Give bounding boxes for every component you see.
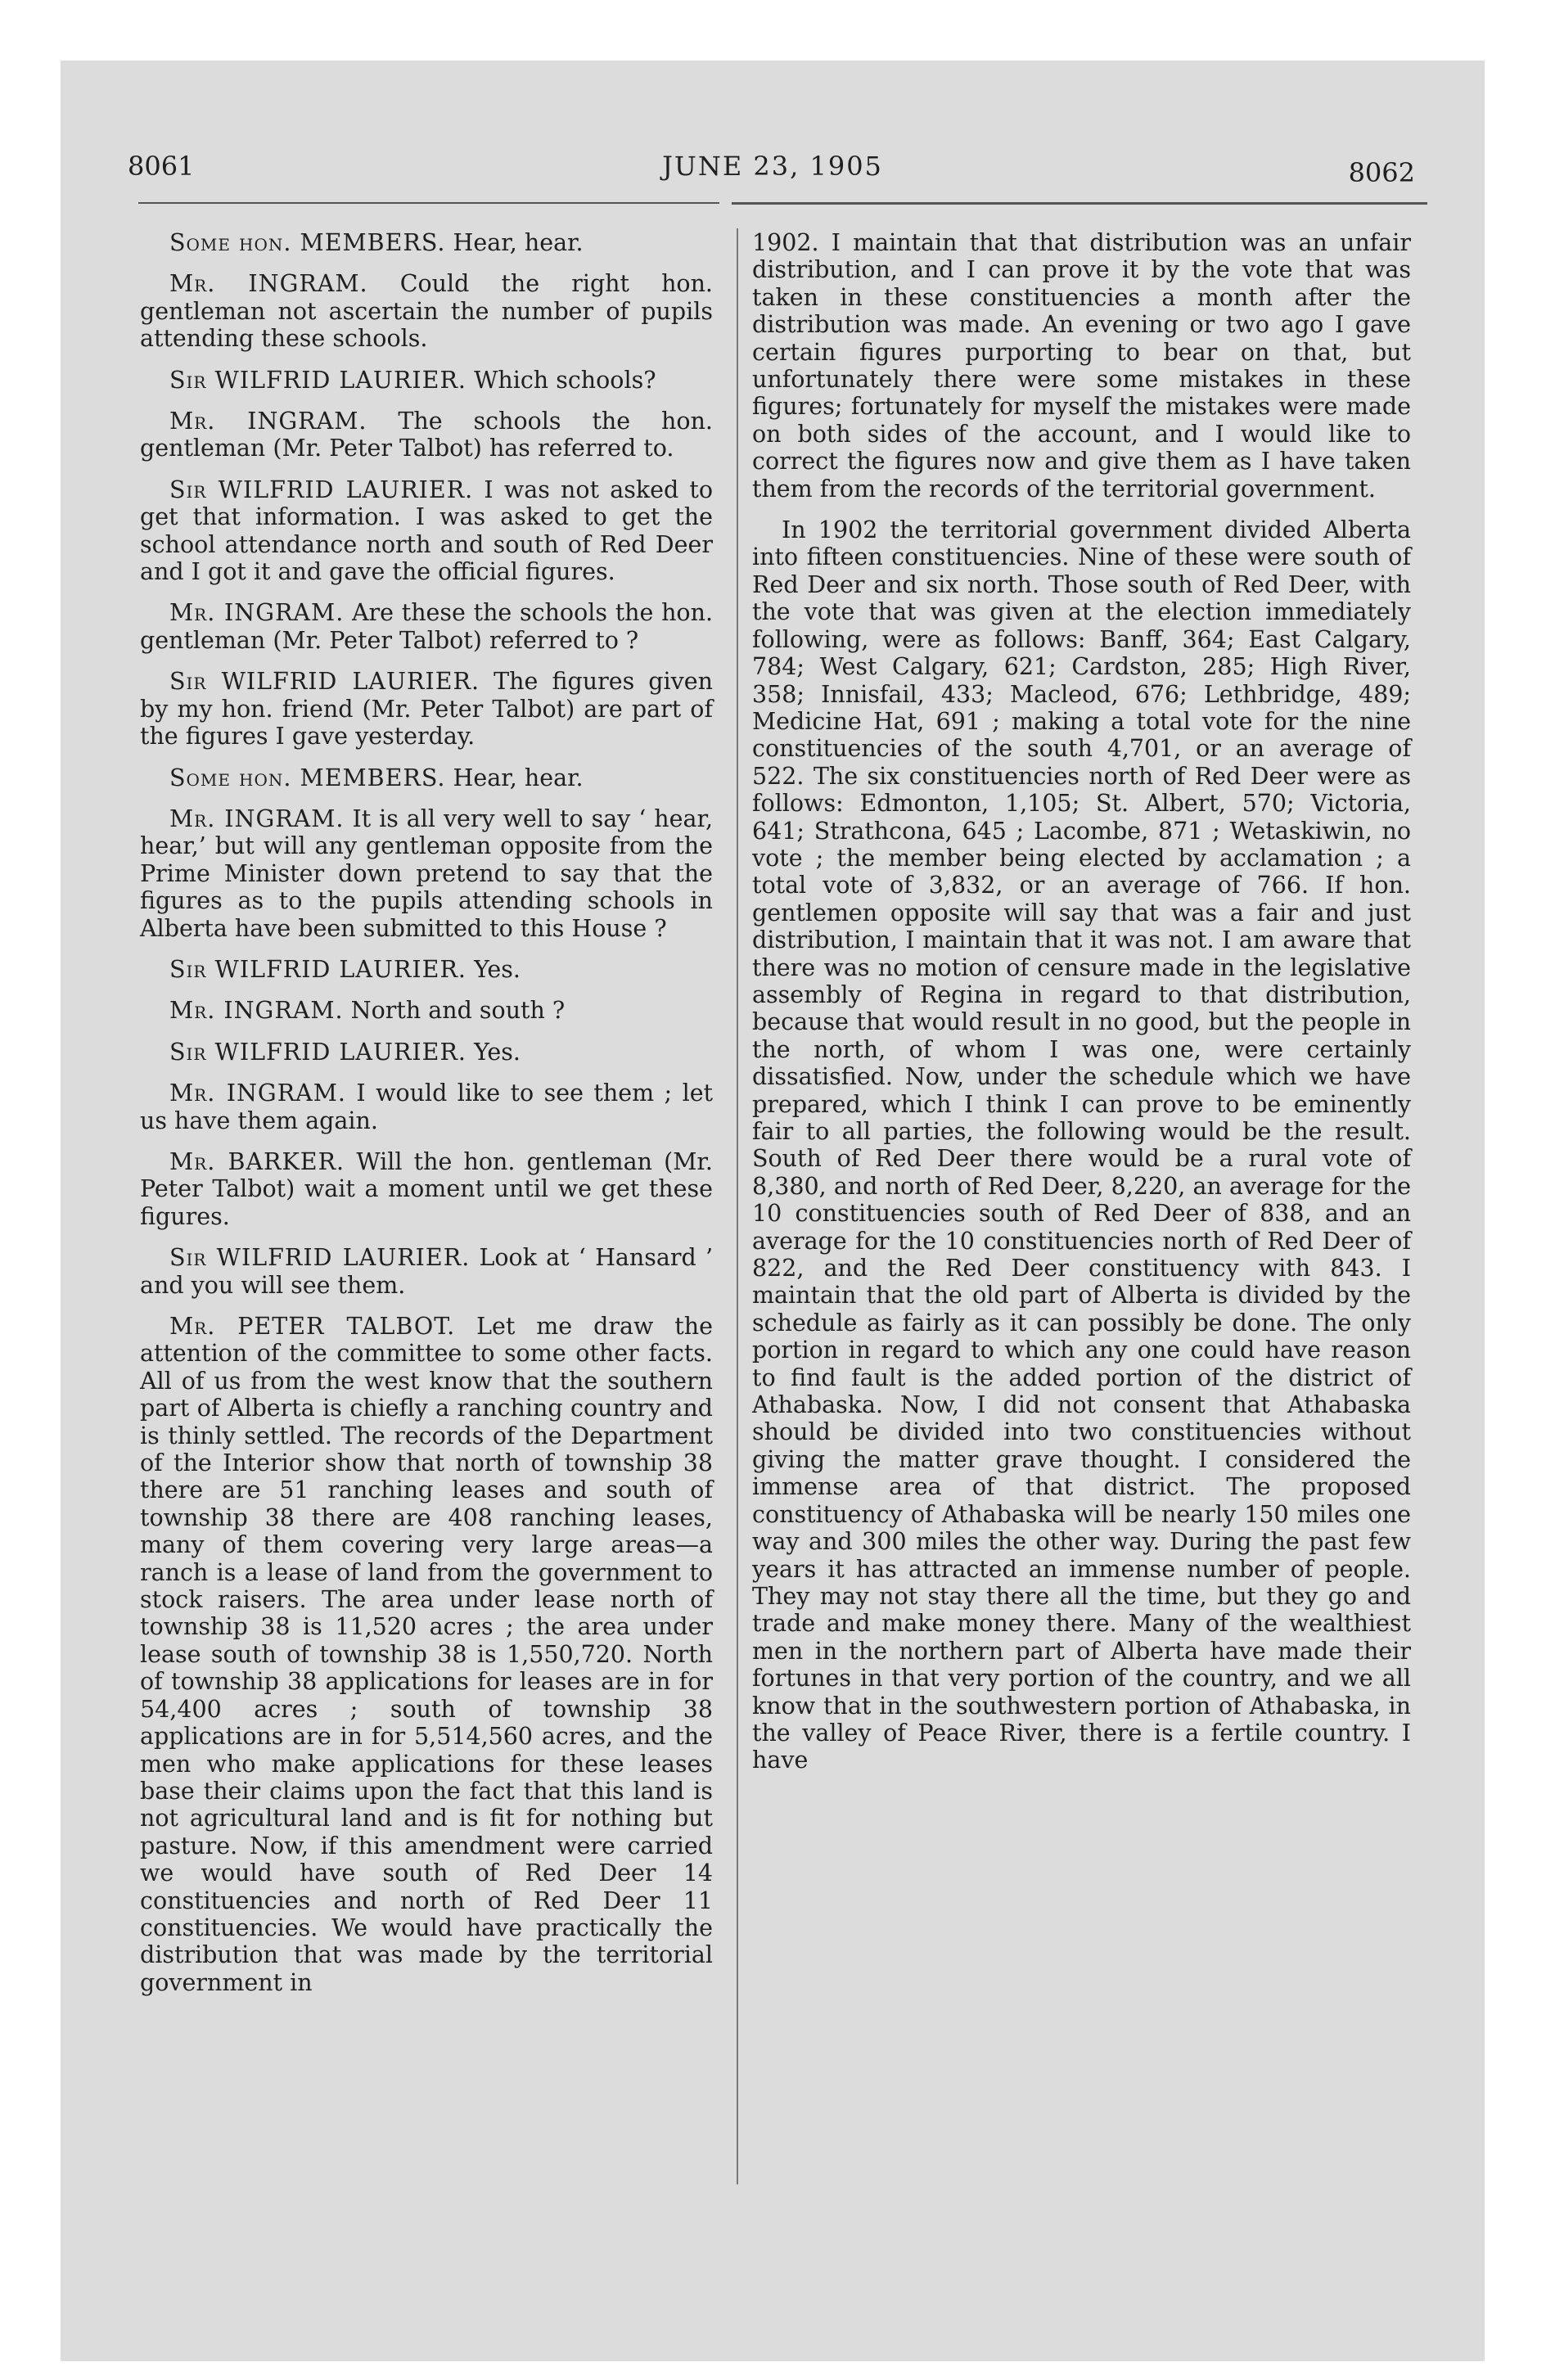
speech-text: I would like to see them ; let us have them again. <box>140 1080 714 1134</box>
speech-paragraph <box>140 1148 713 1230</box>
speech-text: Hear, hear. <box>453 764 584 791</box>
speaker-name: Some hon. MEMBERS. <box>169 764 446 791</box>
speech-paragraph <box>140 1080 713 1134</box>
speaker-name: Mr. INGRAM. <box>169 270 368 298</box>
speech-text: I was not asked to get that information. I was asked to get the school attendance north and south of Red Deer and I got it and gave the official figures. <box>140 476 713 586</box>
continued-paragraph: 1902. I maintain that that distribution was an unfair distribution, and I can prove it by the vote that was taken in these constituencies a month after the distribution was made. An evening or two ago I gave certain figures purporting to bear on that, but unfortunately there were some mistakes in these figures; fortunately for myself the mistakes were made on both sides of the account, and I would like to correct the figures now and give them as I have taken them from the records of the territorial government. <box>752 229 1411 503</box>
scanned-page <box>61 61 1485 2361</box>
speech-paragraph <box>140 764 713 791</box>
speech-paragraph <box>140 1039 713 1066</box>
speech-paragraph <box>140 1313 713 1996</box>
page-date: JUNE 23, 1905 <box>662 151 883 182</box>
speech-text: Yes. <box>474 1038 521 1066</box>
speech-paragraph <box>140 270 713 352</box>
page-number-left: 8061 <box>128 151 195 182</box>
speaker-name: Mr. INGRAM. <box>169 805 345 832</box>
left-column <box>140 229 713 2010</box>
speaker-name: Sir WILFRID LAURIER. <box>169 476 474 503</box>
page-header <box>61 151 1485 200</box>
right-column <box>752 229 1411 1788</box>
speaker-name: Sir WILFRID LAURIER. <box>169 1244 471 1272</box>
speaker-name: Mr. INGRAM. <box>169 408 367 435</box>
speaker-name: Mr. BARKER. <box>169 1147 345 1175</box>
header-rule-right <box>732 202 1427 205</box>
speaker-name: Mr. INGRAM. <box>169 1080 346 1107</box>
speech-text: Hear, hear. <box>453 229 584 256</box>
speech-text: Let me draw the attention of the committee to some other facts. All of us from the west know that the southern part of Alberta is chiefly a ranching country and is thinly settled. The records of the Department of the Interior show that north of township 38 there are 51 ranching leases and south of township 38 there are 408 ranching leases, many of them covering very large areas—a ranch is a lease of land from the government to stock raisers. The area under lease north of township 38 is 11,520 acres ; the area under lease south of township 38 is 1,550,720. North of township 38 applications for leases are in for 54,400 acres ; south of township 38 applications are in for 5,514,560 acres, and the men who make applications for these leases base their claims upon the fact that this land is not agricultural land and is fit for nothing but pasture. Now, if this amendment were carried we would have south of Red Deer 14 constituencies and north of Red Deer 11 constituencies. We would have practically the distribution that was made by the territorial government in <box>140 1313 713 1996</box>
speaker-name: Mr. PETER TALBOT. <box>169 1313 456 1340</box>
page-number-right: 8062 <box>1348 157 1415 188</box>
speech-text: Will the hon. gentleman (Mr. Peter Talbot) wait a moment until we get these figures. <box>140 1147 713 1230</box>
speech-paragraph <box>140 229 713 256</box>
speech-paragraph <box>140 997 713 1024</box>
speech-text: Look at ‘ Hansard ’ and you will see them. <box>140 1244 714 1299</box>
speech-paragraph <box>140 668 713 750</box>
speaker-name: Mr. INGRAM. <box>169 997 344 1025</box>
speech-paragraph <box>140 956 713 983</box>
speech-paragraph <box>140 476 713 586</box>
speaker-name: Sir WILFRID LAURIER. <box>169 668 480 696</box>
speech-paragraph <box>140 805 713 942</box>
body-paragraph: In 1902 the territorial government divided Alberta into fifteen constituencies. Nine of these were south of Red Deer and six north. Those south of Red Deer, with the vote that was given at the election immediately following, were as follows: Banff, 364; East Calgary, 784; West Calgary, 621; Cardston, 285; High River, 358; Innisfail, 433; Macleod, 676; Lethbridge, 489; Medicine Hat, 691 ; making a total vote for the nine constituencies of the south 4,701, or an average of 522. The six constituencies north of Red Deer were as follows: Edmonton, 1,105; St. Albert, 570; Victoria, 641; Strathcona, 645 ; Lacombe, 871 ; Wetaskiwin, no vote ; the member being elected by acclamation ; a total vote of 3,832, or an average of 766. If hon. gentlemen opposite will say that was a fair and just distribution, I maintain that it was not. I am aware that there was no motion of censure made in the legislative assembly of Regina in regard to that distribution, because that would result in no good, but the people in the north, of whom I was one, were certainly dissatisfied. Now, under the schedule which we have prepared, which I think I can prove to be eminently fair to all parties, the following would be the result. South of Red Deer there would be a rural vote of 8,380, and north of Red Deer, 8,220, an average for the 10 constituencies south of Red Deer of 838, and an average for the 10 constituencies north of Red Deer of 822, and the Red Deer constituency with 843. I maintain that the old part of Alberta is divided by the schedule as fairly as it can possibly be done. The only portion in regard to which any one could have reason to find fault is the added portion of the district of Athabaska. Now, I did not consent that Athabaska should be divided into two constituencies without giving the matter grave thought. I considered the immense area of that district. The proposed constituency of Athabaska will be nearly 150 miles one way and 300 miles the other way. During the past few years it has attracted an immense number of people. They may not stay there all the time, but they go and trade and make money there. Many of the wealthiest men in the northern part of Alberta have made their fortunes in that very portion of the country, and we all know that in the southwestern portion of Athabaska, in the valley of Peace River, there is a fertile country. I have <box>752 516 1411 1774</box>
speech-text: The figures given by my hon. friend (Mr. Peter Talbot) are part of the figures I gave yesterday. <box>140 668 713 751</box>
speech-paragraph <box>140 1244 713 1299</box>
speech-text: The schools the hon. gentleman (Mr. Peter Talbot) has referred to. <box>140 408 713 462</box>
speech-paragraph <box>140 599 713 654</box>
speaker-name: Mr. INGRAM. <box>169 599 345 627</box>
speech-text: Are these the schools the hon. gentleman (Mr. Peter Talbot) referred to ? <box>140 599 714 654</box>
speaker-name: Sir WILFRID LAURIER. <box>169 955 467 983</box>
speech-text: North and south ? <box>350 997 566 1025</box>
speaker-name: Sir WILFRID LAURIER. <box>169 1038 467 1066</box>
speech-paragraph <box>140 367 713 394</box>
speech-text: Which schools? <box>474 366 656 394</box>
column-divider <box>737 228 738 2184</box>
speaker-name: Some hon. MEMBERS. <box>169 229 446 256</box>
speech-text: Yes. <box>474 955 521 983</box>
header-rule-left <box>138 202 719 204</box>
speech-text: It is all very well to say ‘ hear, hear,’ but will any gentleman opposite from the Prime Minister down pretend to say that the figures as to the pupils attending schools in Alberta have been submitted to this House ? <box>140 805 714 942</box>
speech-text: Could the right hon. gentleman not ascertain the number of pupils attending these schools. <box>140 270 713 353</box>
speaker-name: Sir WILFRID LAURIER. <box>169 366 467 394</box>
speech-paragraph <box>140 408 713 462</box>
